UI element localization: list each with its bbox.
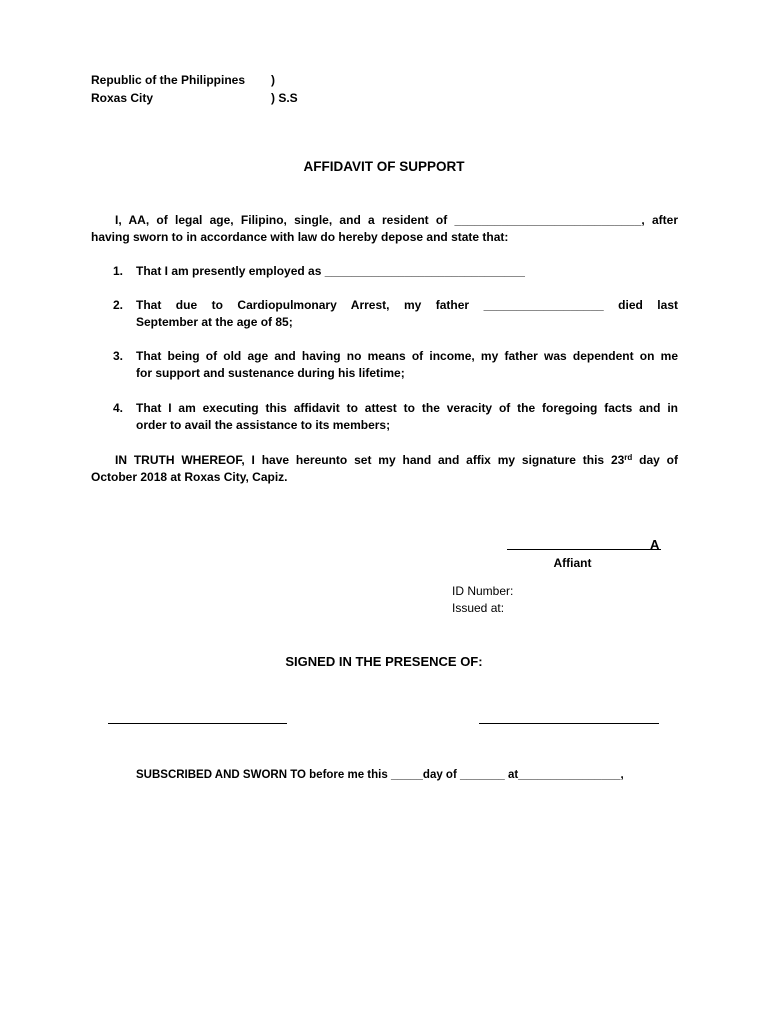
truth-line-1 <box>91 452 678 469</box>
item-text: That due to Cardiopulmonary Arrest, my father __________________ died last <box>136 298 678 312</box>
list-item <box>113 400 678 434</box>
list-item <box>113 297 678 331</box>
truth-line-2: October 2018 at Roxas City, Capiz. <box>91 470 288 484</box>
signed-presence-heading: SIGNED IN THE PRESENCE OF: <box>285 654 483 669</box>
document-title: AFFIDAVIT OF SUPPORT <box>303 159 465 174</box>
item-text-cont: for support and sustenance during his lifetime; <box>136 366 405 380</box>
intro-line-1: I, AA, of legal age, Filipino, single, and a resident of ____________________________, after <box>115 213 678 227</box>
item-number: 1. <box>113 264 124 278</box>
affiant-initial: A <box>650 537 660 552</box>
item-text: That being of old age and having no means of income, my father was dependent on me <box>136 349 678 363</box>
item-text: That I am presently employed as ______________________________ <box>136 264 525 278</box>
witness-signature-line-right <box>479 723 659 724</box>
id-number-label: ID Number: <box>452 584 514 598</box>
venue-republic <box>91 72 275 89</box>
item-text-cont: order to avail the assistance to its members; <box>136 418 391 432</box>
truth-line-1-pre: IN TRUTH WHEREOF, I have hereunto set my hand and affix my signature this 23 <box>115 453 625 467</box>
city-label: Roxas City <box>91 91 154 105</box>
truth-paragraph <box>91 452 678 486</box>
intro-paragraph <box>91 212 678 246</box>
truth-line-1-post: day of <box>632 453 678 467</box>
list-item <box>113 348 678 382</box>
witness-signature-line-left <box>108 723 287 724</box>
affiant-signature-line <box>507 549 661 550</box>
item-text-cont: September at the age of 85; <box>136 315 293 329</box>
truth-superscript: rd <box>624 453 633 462</box>
item-number: 4. <box>113 401 124 415</box>
affiant-label: Affiant <box>553 556 592 570</box>
city-paren: ) S.S <box>271 91 298 105</box>
republic-paren: ) <box>271 73 275 87</box>
subscribed-sworn-line: SUBSCRIBED AND SWORN TO before me this _____day of _______ at________________, <box>136 769 624 781</box>
item-text: That I am executing this affidavit to attest to the veracity of the foregoing facts and in <box>136 401 678 415</box>
republic-label: Republic of the Philippines <box>91 73 246 87</box>
item-number: 3. <box>113 349 124 363</box>
issued-at-label: Issued at: <box>452 601 505 615</box>
venue-city <box>91 90 298 107</box>
list-item <box>113 263 678 280</box>
item-number: 2. <box>113 298 124 312</box>
intro-line-2: having sworn to in accordance with law do hereby depose and state that: <box>91 230 509 244</box>
